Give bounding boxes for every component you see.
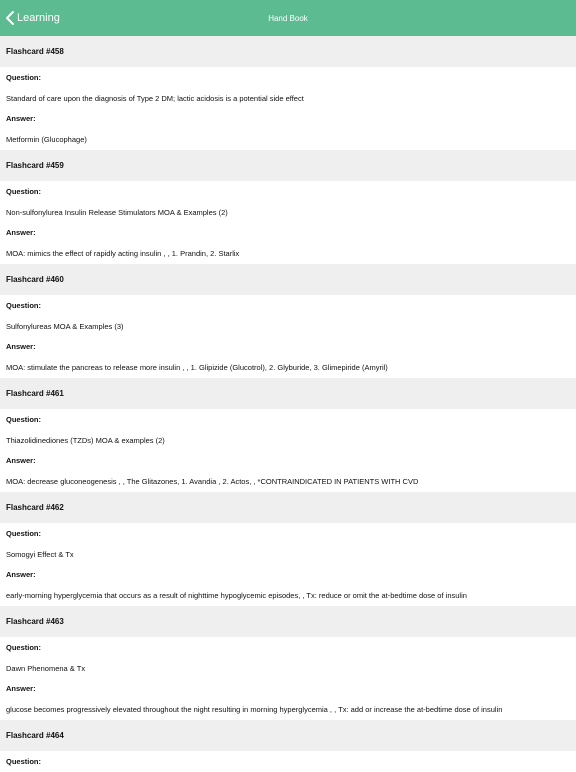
flashcard-title: Flashcard #461 <box>0 378 576 409</box>
answer-label: Answer: <box>6 342 36 352</box>
question-text: Sulfonylureas MOA & Examples (3) <box>6 321 124 331</box>
answer-text: MOA: stimulate the pancreas to release more insulin , , 1. Glipizide (Glucotrol), 2. Glyburide, 3. Glimepiride (Amyril) <box>6 363 388 373</box>
page-title: Hand Book <box>268 13 308 23</box>
flashcard <box>0 378 576 492</box>
flashcard-title: Flashcard #459 <box>0 150 576 181</box>
question-text: Non-sulfonylurea Insulin Release Stimulators MOA & Examples (2) <box>6 207 228 217</box>
answer-label: Answer: <box>6 684 36 694</box>
answer-text: Metformin (Glucophage) <box>6 135 87 145</box>
question-label: Question: <box>6 528 41 538</box>
question-label: Question: <box>6 642 41 652</box>
back-button[interactable] <box>6 0 60 36</box>
question-label: Question: <box>6 186 41 196</box>
question-text: Dawn Phenomena & Tx <box>6 663 86 673</box>
back-label: Learning <box>17 12 60 24</box>
navigation-bar <box>0 0 576 36</box>
flashcard <box>0 606 576 720</box>
flashcard <box>0 150 576 264</box>
flashcard <box>0 264 576 378</box>
question-label: Question: <box>6 72 41 82</box>
chevron-left-icon <box>6 11 14 25</box>
question-label: Question: <box>6 756 41 766</box>
question-label: Question: <box>6 414 41 424</box>
answer-label: Answer: <box>6 114 36 124</box>
flashcard-title: Flashcard #463 <box>0 606 576 637</box>
answer-text: MOA: decrease gluconeogenesis , , The Glitazones, 1. Avandia , 2. Actos, , *CONTRAINDICATED IN PATIENTS WITH CVD <box>6 477 419 487</box>
answer-text: MOA: mimics the effect of rapidly acting insulin , , 1. Prandin, 2. Starlix <box>6 249 240 259</box>
flashcard-title: Flashcard #464 <box>0 720 576 751</box>
question-text: Somogyi Effect & Tx <box>6 549 74 559</box>
flashcard <box>0 720 576 772</box>
flashcard-title: Flashcard #460 <box>0 264 576 295</box>
flashcard-title: Flashcard #462 <box>0 492 576 523</box>
flashcard-title: Flashcard #458 <box>0 36 576 67</box>
question-text: Standard of care upon the diagnosis of Type 2 DM; lactic acidosis is a potential side effect <box>6 93 304 103</box>
answer-text: glucose becomes progressively elevated throughout the night resulting in morning hyperglycemia , , Tx: add or increase the at-bedtime dose of insulin <box>6 705 503 715</box>
answer-text: early-morning hyperglycemia that occurs as a result of nighttime hypoglycemic episodes, , Tx: reduce or omit the at-bedtime dose of insulin <box>6 591 467 601</box>
flashcard <box>0 36 576 150</box>
answer-label: Answer: <box>6 228 36 238</box>
answer-label: Answer: <box>6 570 36 580</box>
flashcard-list[interactable] <box>0 36 576 772</box>
answer-label: Answer: <box>6 456 36 466</box>
flashcard <box>0 492 576 606</box>
question-label: Question: <box>6 300 41 310</box>
question-text: Thiazolidinediones (TZDs) MOA & examples (2) <box>6 435 165 445</box>
